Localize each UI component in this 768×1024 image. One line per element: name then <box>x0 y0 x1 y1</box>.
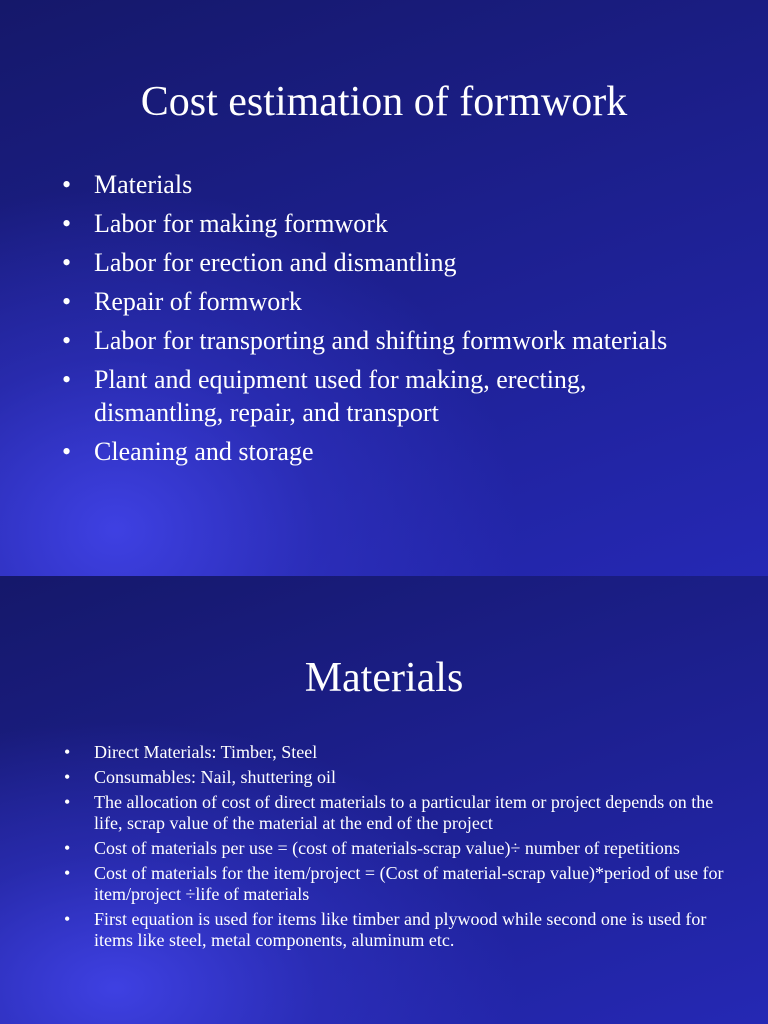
bullet-icon: • <box>64 792 71 812</box>
slide-materials <box>0 576 768 1024</box>
bullet-text: Cost of materials per use = (cost of materials-scrap value)÷ number of repetitions <box>94 838 680 858</box>
bullet-icon: • <box>62 170 72 199</box>
bullet-item <box>62 207 702 240</box>
bullet-text: Plant and equipment used for making, erecting, dismantling, repair, and transport <box>94 365 587 427</box>
bullet-text: Labor for making formwork <box>94 209 388 238</box>
bullet-icon: • <box>62 209 72 238</box>
bullet-item <box>64 838 724 859</box>
bullet-item <box>62 168 702 201</box>
bullet-icon: • <box>64 838 71 858</box>
bullet-item <box>62 324 702 357</box>
bullet-text: The allocation of cost of direct materials to a particular item or project depends on the life, scrap value of the material at the end of the project <box>94 792 714 833</box>
bullet-icon: • <box>64 742 71 762</box>
bullet-list <box>64 742 724 955</box>
bullet-text: Labor for transporting and shifting formwork materials <box>94 326 668 355</box>
bullet-text: Cost of materials for the item/project = (Cost of material-scrap value)*period of use for item/project ÷life of materials <box>94 863 724 904</box>
bullet-item <box>62 363 702 429</box>
bullet-icon: • <box>64 767 71 787</box>
bullet-icon: • <box>62 248 72 277</box>
bullet-icon: • <box>62 287 72 316</box>
bullet-text: Direct Materials: Timber, Steel <box>94 742 318 762</box>
bullet-item <box>64 792 724 834</box>
bullet-item <box>62 435 702 468</box>
bullet-icon: • <box>62 437 72 466</box>
bullet-item <box>64 909 724 951</box>
bullet-text: Repair of formwork <box>94 287 302 316</box>
bullet-item <box>64 742 724 763</box>
bullet-text: Materials <box>94 170 193 199</box>
bullet-text: First equation is used for items like timber and plywood while second one is used for items like steel, metal components, aluminum etc. <box>94 909 707 950</box>
bullet-item <box>64 863 724 905</box>
slide-title: Cost estimation of formwork <box>140 79 628 125</box>
slide-title: Materials <box>304 655 464 701</box>
bullet-text: Cleaning and storage <box>94 437 314 466</box>
bullet-icon: • <box>64 863 71 883</box>
bullet-text: Labor for erection and dismantling <box>94 248 457 277</box>
bullet-list <box>62 168 702 474</box>
bullet-item <box>62 285 702 318</box>
bullet-icon: • <box>62 365 72 394</box>
bullet-item <box>64 767 724 788</box>
bullet-icon: • <box>64 909 71 929</box>
bullet-icon: • <box>62 326 72 355</box>
bullet-text: Consumables: Nail, shuttering oil <box>94 767 336 787</box>
bullet-item <box>62 246 702 279</box>
